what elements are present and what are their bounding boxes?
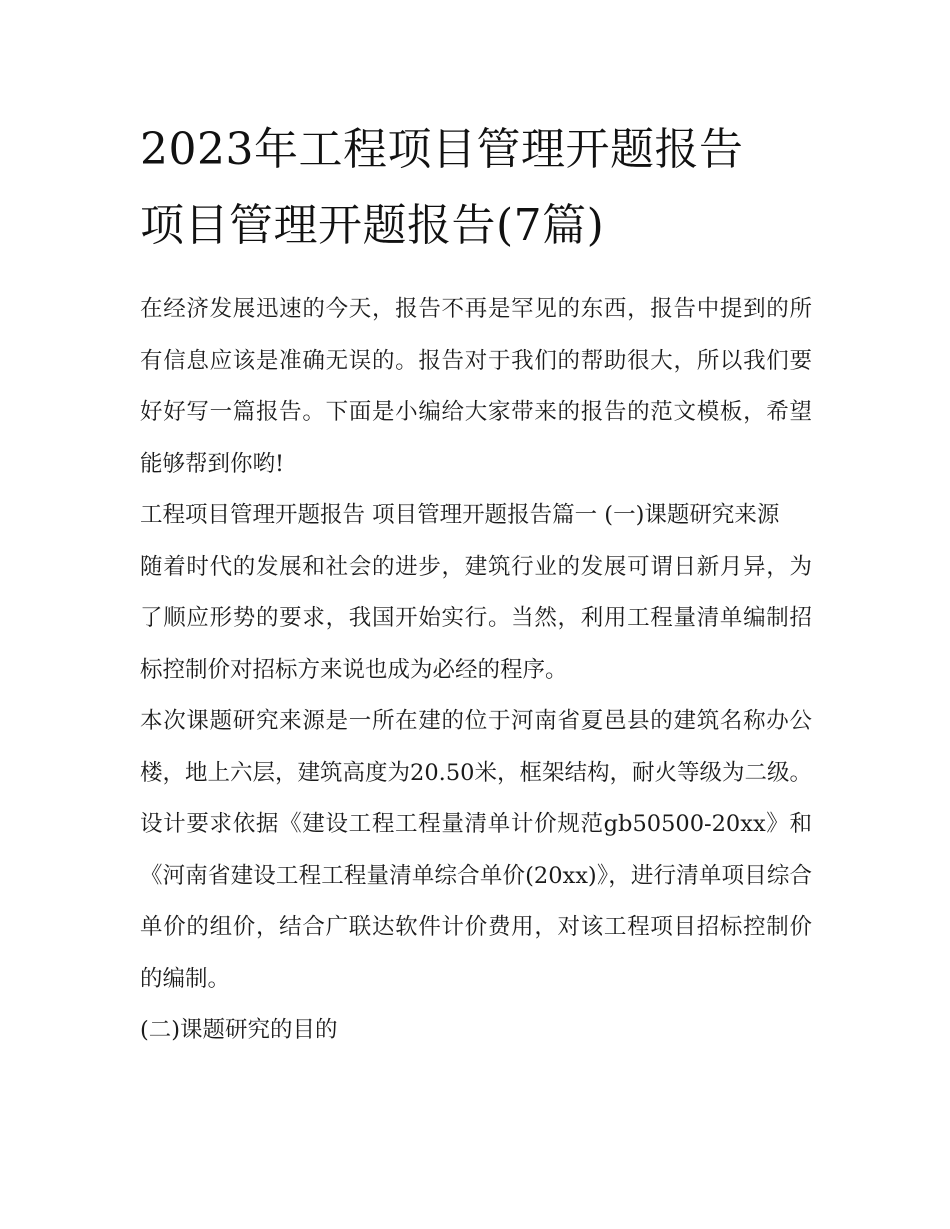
document-content xyxy=(140,284,812,1057)
title-line-2: 项目管理开题报告(7篇) xyxy=(140,200,605,251)
source-paragraph: 本次课题研究来源是一所在建的位于河南省夏邑县的建筑名称办公楼，地上六层，建筑高度为20.50米，框架结构，耐火等级为二级。设计要求依据《建设工程工程量清单计价规范gb50500-20xx》和《河南省建设工程工程量清单综合单价(20xx)》，进行清单项目综合单价的组价，结合广联达软件计价费用，对该工程项目招标控制价的编制。 xyxy=(140,708,812,992)
title-line-1: 2023年工程项目管理开题报告 xyxy=(140,124,744,175)
document-title xyxy=(140,112,812,264)
subsection-heading: (二)课题研究的目的 xyxy=(140,1017,338,1043)
document-body xyxy=(140,112,812,1057)
background-paragraph: 随着时代的发展和社会的进步，建筑行业的发展可谓日新月异，为了顺应形势的要求，我国开始实行。当然，利用工程量清单编制招标控制价对招标方来说也成为必经的程序。 xyxy=(140,553,812,683)
section-heading-paragraph: 工程项目管理开题报告 项目管理开题报告篇一 (一)课题研究来源 xyxy=(140,502,780,528)
intro-paragraph: 在经济发展迅速的今天，报告不再是罕见的东西，报告中提到的所有信息应该是准确无误的。报告对于我们的帮助很大，所以我们要好好写一篇报告。下面是小编给大家带来的报告的范文模板，希望能够帮到你哟! xyxy=(140,296,812,477)
